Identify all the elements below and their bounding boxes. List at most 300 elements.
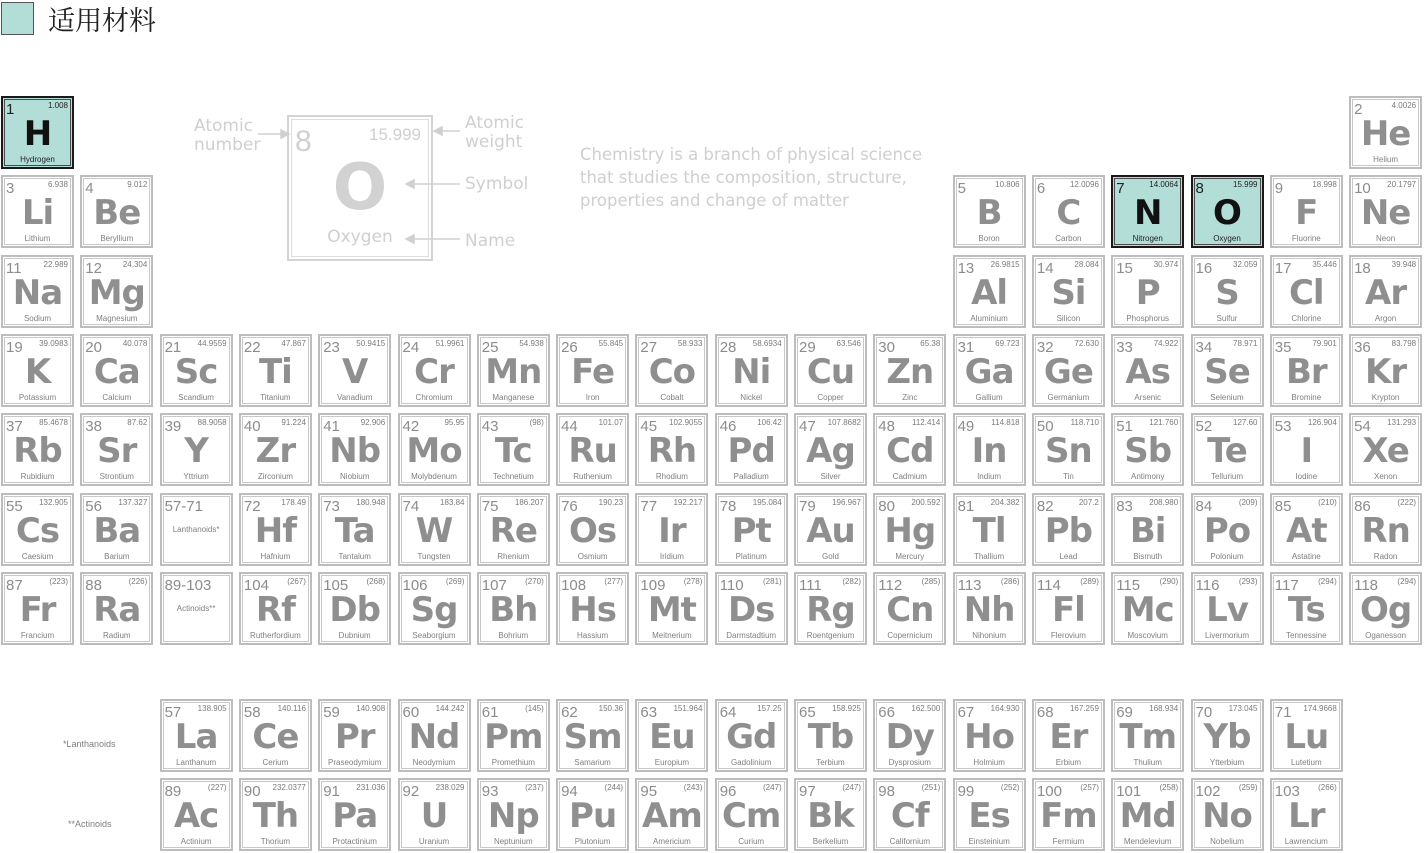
element-number: 23 — [323, 338, 340, 356]
element-cell — [1111, 255, 1184, 328]
element-weight: 231.036 — [356, 783, 386, 793]
element-weight: 200.592 — [911, 497, 941, 507]
element-number: 45 — [640, 418, 658, 436]
element-symbol: Au — [806, 510, 855, 551]
element-symbol: Lr — [1288, 796, 1325, 837]
element-number: 40 — [243, 418, 261, 436]
element-number: 107 — [481, 576, 507, 594]
element-cell — [1032, 493, 1105, 566]
element-number: 78 — [719, 497, 737, 515]
element-number: 46 — [719, 418, 737, 436]
element-cell — [1032, 255, 1105, 328]
element-name: Chromium — [415, 392, 453, 402]
element-number: 88 — [85, 576, 102, 594]
key-label-symbol: Symbol — [465, 174, 529, 194]
element-weight: (257) — [1080, 783, 1099, 793]
element-name: Magnesium — [96, 313, 138, 323]
element-weight: 151.964 — [673, 704, 703, 713]
element-cell — [1111, 334, 1184, 407]
element-cell — [80, 413, 153, 486]
element-symbol: Nh — [963, 589, 1015, 630]
element-name: Livermorium — [1204, 630, 1249, 640]
element-number: 99 — [957, 783, 975, 801]
element-name: Nobelium — [1210, 837, 1244, 847]
element-name: Phosphorus — [1126, 313, 1170, 323]
element-symbol: Cu — [806, 351, 855, 392]
element-symbol: Hs — [569, 589, 616, 630]
element-weight: 28.084 — [1074, 259, 1099, 269]
element-weight: 40.078 — [122, 338, 148, 348]
element-cell — [1270, 255, 1343, 328]
element-weight: 39.948 — [1391, 259, 1417, 269]
element-weight: 20.1797 — [1387, 180, 1417, 190]
element-number: 63 — [640, 704, 658, 721]
element-number: 109 — [640, 576, 666, 594]
element-name: Iron — [585, 392, 600, 402]
element-symbol: Co — [648, 351, 696, 392]
element-name: Ytterbium — [1209, 758, 1245, 767]
element-symbol: Ga — [964, 351, 1014, 392]
element-cell — [1032, 334, 1105, 407]
element-symbol: Mt — [647, 589, 696, 630]
element-symbol: N — [1133, 193, 1162, 234]
element-cell — [873, 572, 946, 645]
element-symbol: Se — [1204, 351, 1250, 392]
element-number: 19 — [6, 338, 23, 356]
element-symbol: He — [1360, 114, 1411, 154]
element-number: 31 — [957, 338, 975, 356]
element-number: 58 — [243, 704, 261, 721]
element-symbol: Rf — [255, 589, 295, 630]
element-cell — [1270, 778, 1343, 851]
element-number: 18 — [1354, 259, 1371, 277]
element-number: 47 — [799, 418, 816, 436]
element-cell — [398, 778, 471, 851]
element-symbol: Ac — [173, 796, 219, 837]
element-name: Francium — [20, 630, 55, 640]
element-symbol: Sc — [174, 351, 218, 392]
element-cell — [794, 699, 867, 772]
key-name: Oxygen — [327, 227, 393, 247]
element-name: Tungsten — [417, 551, 451, 561]
element-symbol: B — [976, 193, 1002, 234]
element-number: 53 — [1274, 418, 1292, 436]
element-name: Promethium — [491, 758, 535, 767]
element-number: 14 — [1036, 259, 1054, 277]
element-symbol: Np — [487, 796, 539, 837]
element-cell — [794, 413, 867, 486]
element-number: 21 — [164, 338, 182, 356]
element-number: 110 — [719, 576, 744, 594]
element-cell — [953, 699, 1026, 772]
element-name: Caesium — [21, 551, 54, 561]
element-symbol: Sr — [97, 431, 137, 472]
element-weight: 65.38 — [920, 338, 941, 348]
element-name: Nihonium — [972, 630, 1006, 640]
key-cell — [287, 115, 433, 261]
element-weight: 12.0096 — [1069, 180, 1099, 190]
element-name: Mendelevium — [1123, 837, 1172, 847]
element-number: 59 — [323, 704, 340, 721]
element-name: Hafnium — [260, 551, 291, 561]
element-cell — [398, 334, 471, 407]
element-name: Fermium — [1052, 837, 1085, 847]
legend-label: 适用材料 — [48, 5, 156, 37]
element-number: 13 — [957, 259, 975, 277]
element-symbol: F — [1295, 193, 1318, 234]
element-weight: 162.500 — [911, 704, 941, 713]
element-name: Cadmium — [892, 472, 927, 482]
element-number: 116 — [1195, 576, 1220, 594]
element-number: 48 — [878, 418, 895, 436]
element-number: 24 — [402, 338, 420, 356]
element-weight: 74.922 — [1153, 338, 1179, 348]
element-number: 84 — [1195, 497, 1213, 515]
element-weight: 195.084 — [752, 497, 782, 507]
element-name: Silicon — [1056, 313, 1081, 323]
element-number: 90 — [243, 783, 261, 801]
element-weight: (294) — [1318, 576, 1337, 586]
element-name: Seaborgium — [412, 630, 456, 640]
element-name: Rhodium — [655, 472, 688, 482]
element-name: Scandium — [178, 392, 214, 402]
element-cell — [1032, 175, 1105, 248]
element-weight: (294) — [1397, 576, 1417, 586]
element-cell — [1191, 493, 1264, 566]
element-cell — [1111, 778, 1184, 851]
element-weight: 150.36 — [598, 704, 624, 713]
element-number: 67 — [957, 704, 975, 721]
element-weight: 112.414 — [911, 418, 941, 428]
key-weight: 15.999 — [369, 125, 421, 144]
element-name: Mercury — [895, 551, 925, 561]
element-name: Nickel — [740, 392, 763, 402]
element-symbol: Ru — [568, 431, 617, 472]
element-weight: 35.446 — [1312, 259, 1337, 269]
element-name: Vanadium — [336, 392, 373, 402]
element-number: 77 — [640, 497, 658, 515]
element-cell — [1191, 572, 1264, 645]
element-name: Thorium — [260, 837, 291, 847]
element-number: 76 — [561, 497, 578, 515]
element-symbol: Si — [1051, 272, 1086, 313]
element-name: Lanthanum — [176, 758, 217, 767]
element-name: Curium — [738, 837, 765, 847]
element-cell — [318, 572, 391, 645]
element-name: Barium — [104, 551, 130, 561]
element-cell — [953, 778, 1026, 851]
element-weight: (282) — [842, 576, 861, 586]
element-cell — [160, 413, 233, 486]
element-number: 98 — [878, 783, 895, 801]
element-symbol: W — [415, 510, 453, 551]
element-number: 100 — [1036, 783, 1062, 801]
element-name: Strontium — [99, 472, 134, 482]
element-number: 57 — [164, 704, 182, 721]
element-number: 113 — [957, 576, 982, 594]
element-symbol: Tc — [494, 431, 532, 472]
element-name: Moscovium — [1127, 630, 1168, 640]
element-weight: (277) — [604, 576, 624, 586]
element-weight: (286) — [1000, 576, 1020, 586]
element-symbol: Xe — [1362, 431, 1409, 472]
element-cell — [635, 493, 708, 566]
element-weight: (268) — [366, 576, 386, 586]
element-symbol: Pt — [731, 510, 771, 551]
element-cell — [318, 778, 391, 851]
element-number: 5 — [957, 180, 966, 198]
element-name: Platinum — [735, 551, 767, 561]
element-number: 3 — [6, 180, 15, 198]
element-name: Krypton — [1371, 392, 1400, 402]
element-cell — [318, 493, 391, 566]
element-weight: 192.217 — [673, 497, 703, 507]
element-cell — [1349, 175, 1422, 248]
element-symbol: Ho — [964, 717, 1014, 757]
element-number: 20 — [85, 338, 102, 356]
element-name: Hassium — [577, 630, 609, 640]
element-name: Lawrencium — [1284, 837, 1328, 847]
element-name: Astatine — [1291, 551, 1321, 561]
element-name: Manganese — [492, 392, 535, 402]
element-name: Lead — [1059, 551, 1078, 561]
element-weight: 144.242 — [435, 704, 465, 713]
element-name: Cerium — [262, 758, 289, 767]
element-weight: 58.933 — [677, 338, 703, 348]
element-weight: 164.930 — [990, 704, 1020, 713]
element-cell — [953, 334, 1026, 407]
element-cell — [953, 572, 1026, 645]
element-weight: (259) — [1238, 783, 1258, 793]
element-symbol: Ni — [732, 351, 771, 392]
element-name: Tellurium — [1210, 472, 1243, 482]
element-cell — [160, 334, 233, 407]
element-name: Aluminium — [970, 313, 1008, 323]
element-weight: 157.25 — [757, 704, 782, 713]
element-name: Rubidium — [20, 472, 55, 482]
element-number: 12 — [85, 259, 102, 277]
element-weight: 173.045 — [1228, 704, 1258, 713]
element-name: Bohrium — [498, 630, 529, 640]
element-name: Iodine — [1295, 472, 1318, 482]
element-name: Praseodymium — [328, 758, 382, 767]
element-weight: (247) — [763, 783, 782, 793]
element-weight: (247) — [842, 783, 861, 793]
element-name: Yttrium — [183, 472, 209, 482]
element-cell — [794, 493, 867, 566]
element-cell — [556, 572, 629, 645]
element-symbol: Ds — [727, 589, 775, 630]
element-symbol: Ca — [93, 351, 140, 392]
element-cell — [1191, 175, 1264, 248]
element-number: 118 — [1354, 576, 1379, 594]
element-number: 56 — [85, 497, 102, 515]
element-symbol: Os — [569, 510, 617, 551]
element-weight: 32.059 — [1233, 259, 1258, 269]
element-number: 106 — [402, 576, 428, 594]
element-cell — [160, 699, 233, 772]
element-cell — [318, 699, 391, 772]
element-name: Tennessine — [1286, 630, 1327, 640]
element-cell — [477, 334, 550, 407]
element-name: Bismuth — [1133, 551, 1163, 561]
element-weight: 44.9559 — [197, 338, 227, 348]
element-name: Rutherfordium — [250, 630, 301, 640]
element-symbol: Fr — [19, 589, 56, 630]
element-symbol: Rh — [647, 431, 697, 472]
element-cell — [80, 255, 153, 328]
element-number: 32 — [1036, 338, 1054, 356]
element-number: 54 — [1354, 418, 1371, 436]
element-symbol: Re — [489, 510, 537, 551]
element-name: Rhenium — [497, 551, 530, 561]
element-cell — [80, 493, 153, 566]
element-symbol: Am — [642, 796, 702, 837]
element-name: Osmium — [577, 551, 608, 561]
element-number: 2 — [1354, 101, 1363, 118]
element-name: Nitrogen — [1132, 234, 1163, 244]
element-name: Germanium — [1047, 392, 1090, 402]
element-symbol: Pm — [484, 717, 543, 757]
element-cell — [715, 493, 788, 566]
element-number: 38 — [85, 418, 102, 436]
element-name: Plutonium — [574, 837, 611, 847]
element-name: Gallium — [975, 392, 1003, 402]
element-weight: 158.925 — [832, 704, 861, 713]
element-cell — [1349, 334, 1422, 407]
element-number: 95 — [640, 783, 658, 801]
element-weight: 9.012 — [127, 180, 148, 190]
element-cell — [953, 255, 1026, 328]
element-number: 16 — [1195, 259, 1213, 277]
element-name: Holmium — [973, 758, 1005, 767]
element-number: 115 — [1116, 576, 1141, 594]
element-symbol: Nd — [408, 717, 460, 757]
element-weight: (227) — [207, 783, 227, 793]
element-number: 97 — [799, 783, 816, 801]
element-weight: 72.630 — [1074, 338, 1099, 348]
element-weight: 83.798 — [1391, 338, 1417, 348]
element-cell — [239, 413, 312, 486]
element-symbol: Bk — [807, 796, 854, 837]
element-cell — [1, 413, 74, 486]
element-name: Terbium — [816, 758, 845, 767]
element-name: Californium — [889, 837, 931, 847]
element-number: 62 — [561, 704, 578, 721]
element-name: Lanthanoids* — [172, 524, 220, 534]
element-symbol: Bi — [1129, 510, 1166, 551]
element-number: 4 — [85, 180, 94, 198]
element-symbol: Fm — [1040, 796, 1097, 837]
element-number: 33 — [1116, 338, 1133, 356]
element-cell — [239, 334, 312, 407]
element-number: 8 — [1195, 180, 1204, 198]
element-weight: (226) — [128, 576, 148, 586]
element-weight: 88.9058 — [197, 418, 227, 428]
element-cell — [1, 255, 74, 328]
element-weight: (270) — [525, 576, 544, 586]
element-number: 49 — [957, 418, 975, 436]
element-weight: 54.938 — [519, 338, 544, 348]
element-weight: 186.207 — [514, 497, 544, 507]
element-symbol: Al — [971, 272, 1008, 313]
element-number: 83 — [1116, 497, 1133, 515]
element-name: Berkelium — [812, 837, 849, 847]
element-weight: 138.905 — [197, 704, 227, 713]
element-symbol: V — [342, 351, 368, 392]
element-weight: 121.760 — [1149, 418, 1179, 428]
element-symbol: No — [1202, 796, 1252, 837]
element-symbol: Dy — [885, 717, 934, 757]
element-symbol: Gd — [726, 717, 777, 757]
element-number: 41 — [323, 418, 340, 436]
element-name: Flerovium — [1050, 630, 1086, 640]
element-cell — [1032, 699, 1105, 772]
element-symbol: Mo — [406, 431, 462, 472]
element-name: Neptunium — [493, 837, 533, 847]
element-symbol: Tb — [807, 717, 854, 757]
element-weight: 15.999 — [1233, 180, 1258, 190]
element-symbol: Mg — [88, 272, 145, 313]
element-cell — [1032, 413, 1105, 486]
element-name: Thallium — [973, 551, 1005, 561]
element-cell — [556, 493, 629, 566]
element-number: 104 — [243, 576, 269, 594]
element-weight: 95.95 — [444, 418, 465, 428]
element-name: Meitnerium — [652, 630, 692, 640]
key-symbol: O — [332, 151, 388, 225]
element-symbol: Be — [93, 193, 141, 234]
element-symbol: Y — [184, 431, 208, 472]
element-symbol: Nb — [329, 431, 381, 472]
element-number: 70 — [1195, 704, 1213, 721]
element-weight: 50.9415 — [356, 338, 386, 348]
element-symbol: Pb — [1044, 510, 1093, 551]
element-number: 81 — [957, 497, 975, 515]
element-name: Radon — [1373, 551, 1398, 561]
element-cell — [1111, 175, 1184, 248]
element-weight: 190.23 — [598, 497, 624, 507]
element-symbol: At — [1286, 510, 1327, 551]
element-symbol: Og — [1359, 589, 1412, 630]
element-cell — [635, 699, 708, 772]
element-number: 96 — [719, 783, 737, 801]
element-symbol: Cs — [15, 510, 60, 551]
element-symbol: Li — [21, 193, 54, 234]
element-weight: 69.723 — [995, 338, 1020, 348]
element-number: 55 — [6, 497, 23, 515]
element-weight: (98) — [529, 418, 544, 428]
element-number: 60 — [402, 704, 420, 721]
element-name: Helium — [1373, 155, 1399, 164]
element-cell — [794, 572, 867, 645]
element-number: 15 — [1116, 259, 1133, 277]
element-weight: (243) — [683, 783, 703, 793]
element-cell — [1191, 699, 1264, 772]
element-symbol: Pd — [727, 431, 775, 472]
element-name: Roentgenium — [806, 630, 855, 640]
element-weight: 58.6934 — [752, 338, 782, 348]
element-symbol: Ti — [258, 351, 292, 392]
element-name: Fluorine — [1291, 234, 1321, 244]
element-symbol: K — [24, 351, 51, 392]
element-name: Sodium — [23, 313, 52, 323]
element-name: Tin — [1062, 472, 1074, 482]
element-cell — [160, 493, 233, 566]
element-cell — [635, 334, 708, 407]
element-number: 34 — [1195, 338, 1213, 356]
element-name: Silver — [820, 472, 841, 482]
